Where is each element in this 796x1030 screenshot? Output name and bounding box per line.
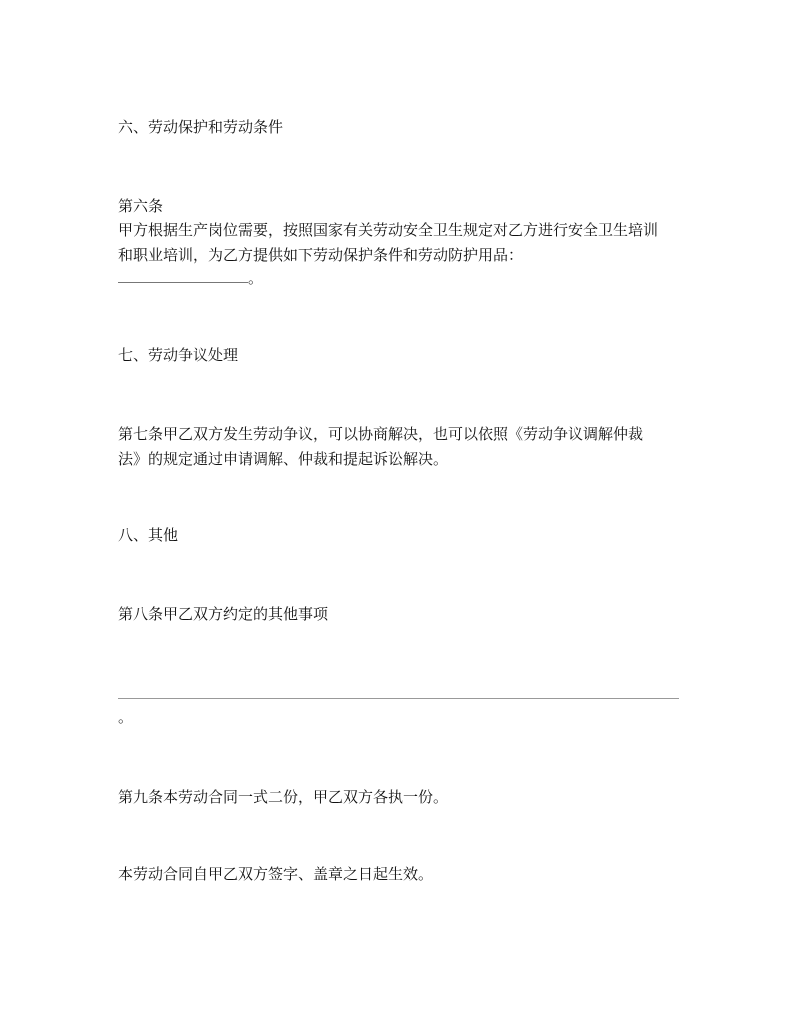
- section-heading-labor-dispute: 七、劳动争议处理: [118, 346, 239, 364]
- article-6-title: 第六条: [118, 197, 164, 215]
- article-8-fill-line: [118, 698, 679, 699]
- article-8-text: 第八条甲乙双方约定的其他事项: [118, 605, 329, 623]
- section-heading-other: 八、其他: [118, 526, 179, 544]
- article-6-fill-blank: [118, 265, 263, 291]
- article-6-text-line-1: 甲方根据生产岗位需要，按照国家有关劳动安全卫生规定对乙方进行安全卫生培训: [118, 221, 659, 239]
- section-heading-labor-protection: 六、劳动保护和劳动条件: [118, 118, 284, 136]
- article-7-text-line-2: 法》的规定通过申请调解、仲裁和提起诉讼解决。: [118, 450, 449, 468]
- article-6-text-line-2: 和职业培训，为乙方提供如下劳动保护条件和劳动防护用品：: [118, 246, 524, 264]
- effective-clause: 本劳动合同自甲乙双方签字、盖章之日起生效。: [118, 865, 434, 883]
- article-7-text-line-1: 第七条甲乙双方发生劳动争议，可以协商解决，也可以依照《劳动争议调解仲裁: [118, 425, 644, 443]
- article-8-end-mark: 。: [118, 708, 134, 726]
- article-9-text: 第九条本劳动合同一式二份，甲乙双方各执一份。: [118, 788, 449, 806]
- blank-underline: [118, 281, 248, 283]
- article-6-end-mark: 。: [248, 269, 264, 287]
